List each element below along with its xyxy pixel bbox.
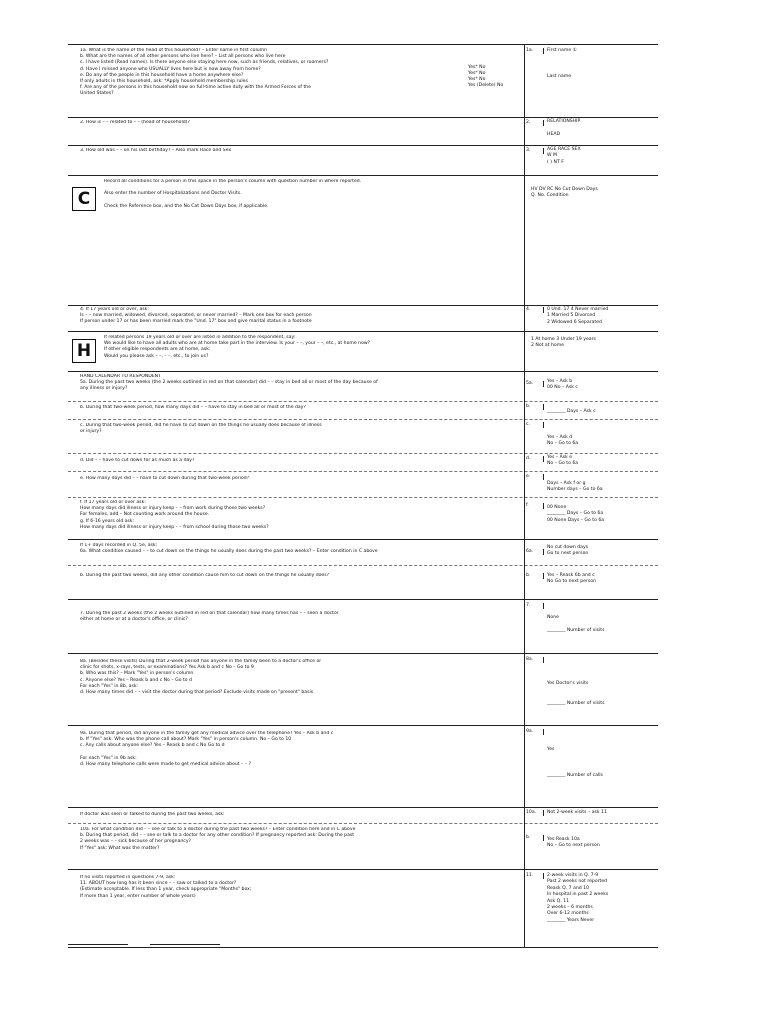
question-5f: f. If 17 years old or over ask: How many days did illness or injury keep – – from work during those two weeks? For females, add – Not counting work around the house. g. If 6-16 years old ask: How many days did illness or injury keep – – from school during those two weeks? bbox=[80, 500, 269, 530]
choices-household: Yes* No Yes* No Yes* No Yes (Delete) No bbox=[468, 65, 504, 88]
item-number: f. bbox=[524, 503, 544, 509]
item-number: c. bbox=[524, 422, 544, 428]
row-5c bbox=[68, 419, 658, 454]
item-number: 3. bbox=[524, 148, 544, 154]
row-conditions bbox=[68, 175, 658, 306]
item-number: 9a. bbox=[524, 729, 544, 735]
answer-conditions: HV DV RC No Cut Down Days Q. No. Condition bbox=[524, 175, 658, 305]
answer-5a: Yes – Ask b 00 No – Ask c bbox=[524, 371, 658, 401]
row-household bbox=[68, 45, 658, 118]
section-letter-c: C bbox=[72, 187, 96, 211]
row-5e bbox=[68, 471, 658, 498]
row-9 bbox=[68, 725, 658, 808]
answer-adults-present: 1 At home 3 Under 19 years 2 Not at home bbox=[524, 331, 658, 371]
question-household: 1a. What is the name of the head of this household? – Enter name in first column b. What are the names of all other persons who live here? – List all persons who live here c. I have listed (Read names). Is there anyone else staying here now, such as friends, relatives, or roomers? d. Have I missed anyone who USUALLY lives here but is now away from home? e. Do any of the people in this household have a home anywhere else? If only adults in this household, ask: *Apply household membership rules f. Are any of the persons in this household now on full-time active duty with the Armed Forces of the United States? bbox=[80, 48, 329, 97]
footer-rule-left bbox=[68, 944, 128, 945]
answer-10-intro: Not 2-week visits – ask 11 bbox=[524, 807, 658, 823]
row-5a bbox=[68, 371, 658, 402]
answer-8: Yes Doctor's visits ________ Number of visits bbox=[524, 653, 658, 725]
answer-relationship: RELATIONSHIP HEAD bbox=[524, 117, 658, 145]
health-interview-form bbox=[68, 44, 658, 947]
answer-11: 2-week visits in Q. 7-9 Past 2 weeks not reported Reask Q. 7 and 10 In hospital in past 2 weeks Ask Q. 11 2 weeks – 6 months Over 6-12 months ________ Years Never bbox=[524, 869, 658, 947]
item-number: b. bbox=[524, 573, 544, 579]
question-age: 3. How old was – – on his last birthday? – Also mark Race and Sex bbox=[80, 148, 232, 153]
section-letter-h: H bbox=[72, 339, 96, 363]
item-number: 6a. bbox=[524, 549, 544, 555]
answer-7: None ________ Number of visits bbox=[524, 599, 658, 653]
question-5e: e. How many days did – – have to cut down during that two-week period? bbox=[80, 476, 250, 481]
question-relationship: 2. How is – – related to – – (head of household)? bbox=[80, 120, 190, 125]
question-5d: d. Did – – have to cut down for as much as a day? bbox=[80, 458, 195, 463]
row-11 bbox=[68, 869, 658, 948]
footer-rule-right bbox=[150, 944, 220, 945]
row-10 bbox=[68, 823, 658, 870]
row-adults-present bbox=[68, 331, 658, 372]
item-number: 1a. bbox=[524, 48, 544, 54]
item-number: e. bbox=[524, 474, 544, 480]
item-number: 4. bbox=[524, 307, 544, 313]
question-adults-present: If related persons 19 years old or over are listed in addition to the respondent, say: We would like to have all adults who are at home take part in the interview. Is your – –, your – –, etc., at home now? If other eligible respondents are at home, ask: Would you please ask – –, – –, etc., to join us? bbox=[104, 335, 371, 359]
row-6b bbox=[68, 565, 658, 600]
answer-household-name: First name ① Last name bbox=[524, 45, 658, 117]
item-number: 7. bbox=[524, 603, 544, 609]
question-9: 9a. During that period, did anyone in the family get any medical advice over the telephone? Yes – Ask b and c b. If "Yes" ask: Who was the phone call about? Mark "Yes" in person's column. No – Go to 10 c. Any calls about anyone else? Yes – Reask b and c No Go to d For each "Yes" in 9b ask: d. How many telephone calls were made to get medical advice about – – ? bbox=[80, 731, 334, 768]
question-6a: If 1+ days recorded in Q. 5e, ask: 6a. What condition caused – – to cut down on the things he usually does during the past two weeks? – Enter condition in C above bbox=[80, 543, 378, 555]
row-6a bbox=[68, 539, 658, 566]
question-11: If no visits reported in questions 7-9, ask: 11. ABOUT how long has it been since – – saw or talked to a doctor? (Estimate acceptable. If less than 1 year, check appropriate "Months" box; If more than 1 year, enter number of whole years) bbox=[80, 875, 252, 899]
question-7: 7. During the past 2 weeks (the 2 weeks outlined in red on that calendar) how many times has – – seen a doctor either at home or at a doctor's office, or clinic? bbox=[80, 611, 339, 623]
row-7 bbox=[68, 599, 658, 654]
question-marital: 4. If 17 years old or over, ask: Is – – now married, widowed, divorced, separated, or never married? – Mark one box for each person If person under 17 or has been married mark the "Und. 17" box and give marital status in a footnote bbox=[80, 307, 312, 325]
row-age bbox=[68, 145, 658, 176]
row-5f bbox=[68, 497, 658, 540]
row-10-intro bbox=[68, 807, 658, 824]
question-8: 8a. (Besides these visits) During that 2-week period has anyone in the family been to a doctor's office or clinic for shots, x-rays, tests, or examinations? Yes Ask b and c No – Go to 9 b. Who was this? – Mark "Yes" in person's column c. Anyone else? Yes – Reask b and c No – Go to d For each "Yes" in 8b, ask: d. How many times did – – visit the doctor during that period? Exclude visits made on "present" basis bbox=[80, 659, 322, 696]
answer-9: Yes ________ Number of calls bbox=[524, 725, 658, 807]
question-10: 10a. For what condition did – – see or talk to a doctor during the past two weeks? – Enter condition here and in C above b. During that period, did – – see or talk to a doctor for any other condition? If pregnancy reported ask: During the past 2 weeks was – – sick because of her pregnancy? If "Yes" ask: What was the matter? bbox=[80, 827, 356, 851]
item-number: 5a. bbox=[524, 381, 544, 387]
item-number: b. bbox=[524, 835, 544, 841]
question-5b: b. During that two-week period, how many days did – – have to stay in bed all or most of the day? bbox=[80, 405, 306, 410]
item-number: 2. bbox=[524, 120, 544, 126]
question-6b: b. During the past two weeks, did any other condition cause him to cut down on the things he usually does? bbox=[80, 573, 330, 578]
answer-6a: No cut down days Go to next person bbox=[524, 539, 658, 565]
answer-5c: Yes – Ask d No – Go to 6a bbox=[524, 419, 658, 453]
row-5d bbox=[68, 453, 658, 472]
question-5c: c. During that two-week period, did he have to cut down on the things he usually does because of illness or injury? bbox=[80, 423, 322, 435]
answer-5d: Yes – Ask e No – Go to 6a bbox=[524, 453, 658, 471]
item-number: b. bbox=[524, 404, 544, 410]
item-number: 10a. bbox=[524, 810, 544, 816]
item-number: 11. bbox=[524, 873, 544, 879]
question-conditions: Record all conditions for a person in this space in the person's column with question number in where reported. Also enter the number of Hospitalizations and Doctor Visits. Check the Reference box, and the No Cat Down Days box, if applicable. bbox=[104, 179, 362, 209]
row-marital bbox=[68, 305, 658, 332]
answer-10: Yes Reask 10a No – Go to next person bbox=[524, 823, 658, 869]
row-5b bbox=[68, 401, 658, 420]
question-10-intro: If doctor was seen or talked to during the past two weeks, ask: bbox=[80, 812, 225, 817]
answer-age-race-sex: AGE RACE SEX W M ( ) NT F bbox=[524, 145, 658, 175]
answer-marital: 0 Und. 17 4 Never married 1 Married 5 Divorced 2 Widowed 6 Separated bbox=[524, 305, 658, 331]
item-number: d. bbox=[524, 456, 544, 462]
answer-5f: 00 None ________ Days – Go to 6a 00 None Days – Go to 6a bbox=[524, 497, 658, 539]
answer-6b: Yes – Reask 6b and c No Go to next person bbox=[524, 565, 658, 599]
answer-5b: ________ Days – Ask c bbox=[524, 401, 658, 419]
item-number: 8a. bbox=[524, 657, 544, 663]
row-relationship bbox=[68, 117, 658, 146]
question-5a: HAND CALENDAR TO RESPONDENT 5a. During the past two weeks (the 2 weeks outlined in red on that calendar) did – – stay in bed all or most of the day because of any illness or injury? bbox=[80, 374, 378, 392]
answer-5e: Days – Ask f or g Number days – Go to 6a bbox=[524, 471, 658, 497]
row-8 bbox=[68, 653, 658, 726]
